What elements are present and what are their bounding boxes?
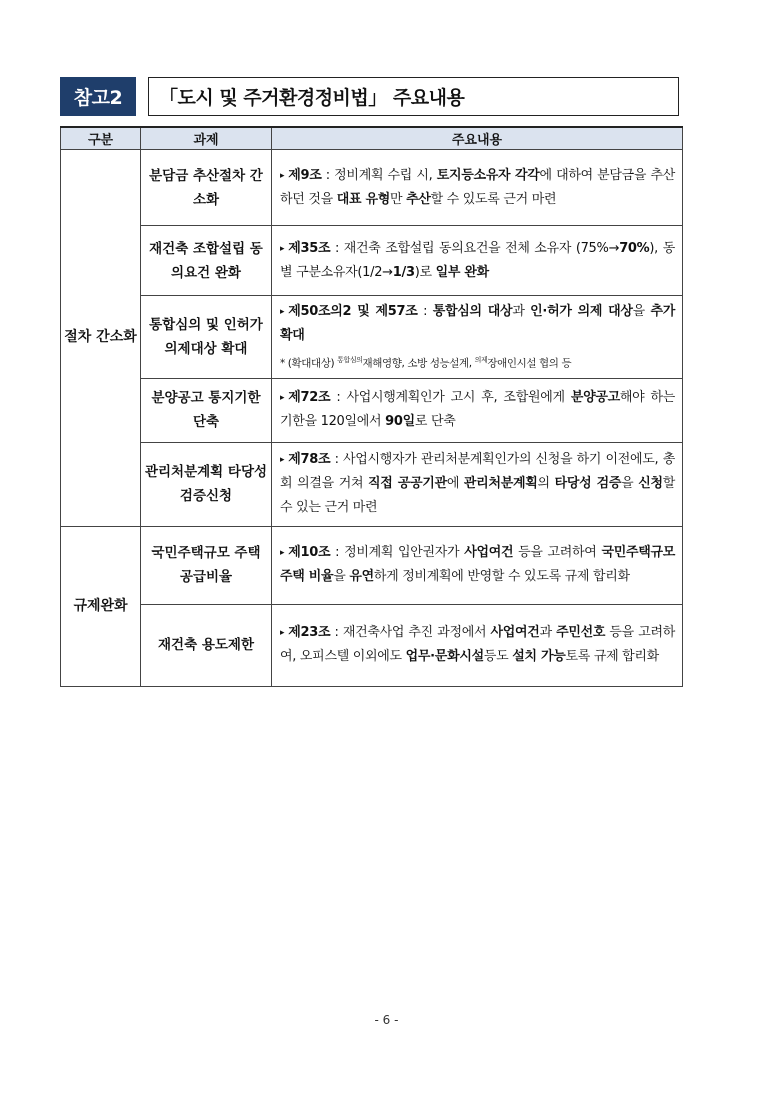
content-cell — [272, 226, 683, 296]
emphasis-text: 통합심의 대상 — [432, 304, 513, 319]
emphasis-text: 제78조 — [288, 452, 331, 467]
emphasis-text: 90일 — [385, 414, 415, 429]
content-cell — [272, 296, 683, 379]
emphasis-text: 제72조 — [288, 390, 331, 405]
body-text: 등도 — [483, 649, 513, 664]
footnote — [280, 350, 675, 374]
content-text — [280, 300, 675, 348]
category-cell: 규제완화 — [61, 526, 141, 686]
emphasis-text: 타당성 검증 — [554, 476, 622, 491]
table-header-row — [61, 127, 683, 150]
emphasis-text: 추산 — [406, 191, 431, 207]
emphasis-text: 국민주택규모 주택 비율 — [280, 545, 676, 584]
emphasis-text: 유연 — [349, 569, 374, 584]
body-text: 을 — [632, 304, 651, 319]
bullet-icon: ▸ — [280, 170, 285, 181]
emphasis-text: 1/3 — [392, 264, 415, 280]
column-header: 주요내용 — [272, 127, 683, 150]
body-text: 만 — [389, 191, 407, 207]
emphasis-text: 설치 가능 — [512, 649, 566, 664]
content-text — [280, 237, 675, 285]
footnote-sup2: 의제 — [474, 356, 488, 364]
content-cell — [272, 150, 683, 226]
category-cell: 절차 간소화 — [61, 150, 141, 527]
body-text: 에 — [446, 476, 464, 491]
body-text: : 사업시행자가 관리처분계획인가의 신청을 하기 이전에도, 총회 의결을 거쳐 — [280, 452, 675, 491]
bullet-icon: ▸ — [280, 548, 285, 558]
table-row — [61, 442, 683, 526]
summary-table — [60, 126, 683, 687]
body-text: 하게 정비계획에 반영할 수 있도록 규제 합리화 — [373, 569, 630, 584]
task-cell: 재건축 용도제한 — [141, 604, 272, 686]
body-text: 의 — [537, 476, 555, 491]
task-cell: 분담금 추산절차 간소화 — [141, 150, 272, 226]
body-text: 을 — [621, 476, 639, 491]
footnote-sup1: 통합심의 — [337, 356, 363, 364]
emphasis-text: 일부 완화 — [435, 264, 489, 280]
body-text: )로 — [414, 264, 436, 280]
table-row — [61, 296, 683, 379]
emphasis-text: 제35조 — [288, 240, 331, 256]
emphasis-text: 제50조의2 및 제57조 — [288, 304, 418, 319]
bullet-icon: ▸ — [280, 628, 285, 638]
body-text: : 정비계획 수립 시, — [321, 167, 437, 183]
emphasis-text: 분양공고 — [570, 390, 620, 405]
emphasis-text: 주민선호 — [556, 625, 606, 640]
bullet-icon: ▸ — [280, 455, 285, 465]
body-text: : 재건축 조합설립 동의요건을 전체 소유자 (75%→ — [330, 240, 620, 256]
table-row — [61, 378, 683, 442]
emphasis-text: 추가 확대 — [280, 304, 675, 343]
task-cell: 분양공고 통지기한 단축 — [141, 378, 272, 442]
body-text: 해야 하는 기한을 120일에서 — [280, 390, 675, 429]
task-cell: 국민주택규모 주택 공급비율 — [141, 526, 272, 604]
body-text: 토록 규제 합리화 — [565, 649, 659, 664]
emphasis-text: 업무·문화시설 — [405, 649, 484, 664]
reference-badge: 참고2 — [60, 77, 136, 116]
body-text: 과 — [512, 304, 531, 319]
body-text: 할 수 있도록 근거 마련 — [430, 191, 557, 207]
table-row — [61, 150, 683, 226]
body-text: 등을 고려하여 — [513, 545, 602, 560]
body-text: 과 — [539, 625, 557, 640]
section-header — [60, 77, 681, 116]
column-header: 구분 — [61, 127, 141, 150]
task-cell: 통합심의 및 인허가 의제대상 확대 — [141, 296, 272, 379]
table-row — [61, 226, 683, 296]
content-cell — [272, 526, 683, 604]
body-text: 할 수 있는 근거 마련 — [280, 476, 675, 515]
content-cell — [272, 604, 683, 686]
footnote-prefix: * (확대대상) — [280, 357, 338, 370]
emphasis-text: 인·허가 의제 대상 — [530, 304, 633, 319]
content-text — [280, 621, 675, 669]
body-text: : 사업시행계획인가 고시 후, 조합원에게 — [330, 390, 571, 405]
footnote-tail: 장애인시설 협의 등 — [487, 357, 572, 370]
emphasis-text: 제10조 — [288, 545, 331, 560]
emphasis-text: 관리처분계획 — [463, 476, 538, 491]
body-text: 로 단축 — [414, 414, 456, 429]
table-row — [61, 604, 683, 686]
bullet-icon: ▸ — [280, 307, 285, 317]
bullet-icon: ▸ — [280, 243, 285, 254]
body-text: 등을 고려하여, 오피스텔 이외에도 — [280, 625, 675, 664]
body-text: 을 — [333, 569, 350, 584]
content-text — [280, 386, 675, 434]
body-text: : 정비계획 입안권자가 — [330, 545, 465, 560]
table-row — [61, 526, 683, 604]
emphasis-text: 직접 공공기관 — [368, 476, 447, 491]
emphasis-text: 대표 유형 — [336, 191, 390, 207]
content-cell — [272, 378, 683, 442]
emphasis-text: 제23조 — [288, 625, 331, 640]
column-header: 과제 — [141, 127, 272, 150]
emphasis-text: 사업여건 — [464, 545, 514, 560]
emphasis-text: 제9조 — [288, 167, 322, 183]
content-text — [280, 448, 675, 520]
emphasis-text: 70% — [619, 240, 650, 256]
content-text — [280, 164, 675, 212]
content-cell — [272, 442, 683, 526]
task-cell: 관리처분계획 타당성 검증신청 — [141, 442, 272, 526]
body-text: ), 동별 구분소유자(1/2→ — [280, 240, 675, 280]
body-text: 에 대하여 분담금을 추산하던 것을 — [280, 167, 675, 207]
footnote-mid: 재해영향, 소방 성능설계, — [362, 357, 475, 370]
emphasis-text: 신청 — [638, 476, 663, 491]
emphasis-text: 토지등소유자 각각 — [436, 167, 540, 183]
page-number: - 6 - — [374, 1013, 399, 1027]
task-cell: 재건축 조합설립 동의요건 완화 — [141, 226, 272, 296]
content-text — [280, 541, 675, 589]
section-title: 「도시 및 주거환경정비법」 주요내용 — [148, 77, 679, 116]
body-text: : — [417, 304, 433, 319]
emphasis-text: 사업여건 — [490, 625, 540, 640]
bullet-icon: ▸ — [280, 393, 285, 403]
body-text: : 재건축사업 추진 과정에서 — [330, 625, 491, 640]
